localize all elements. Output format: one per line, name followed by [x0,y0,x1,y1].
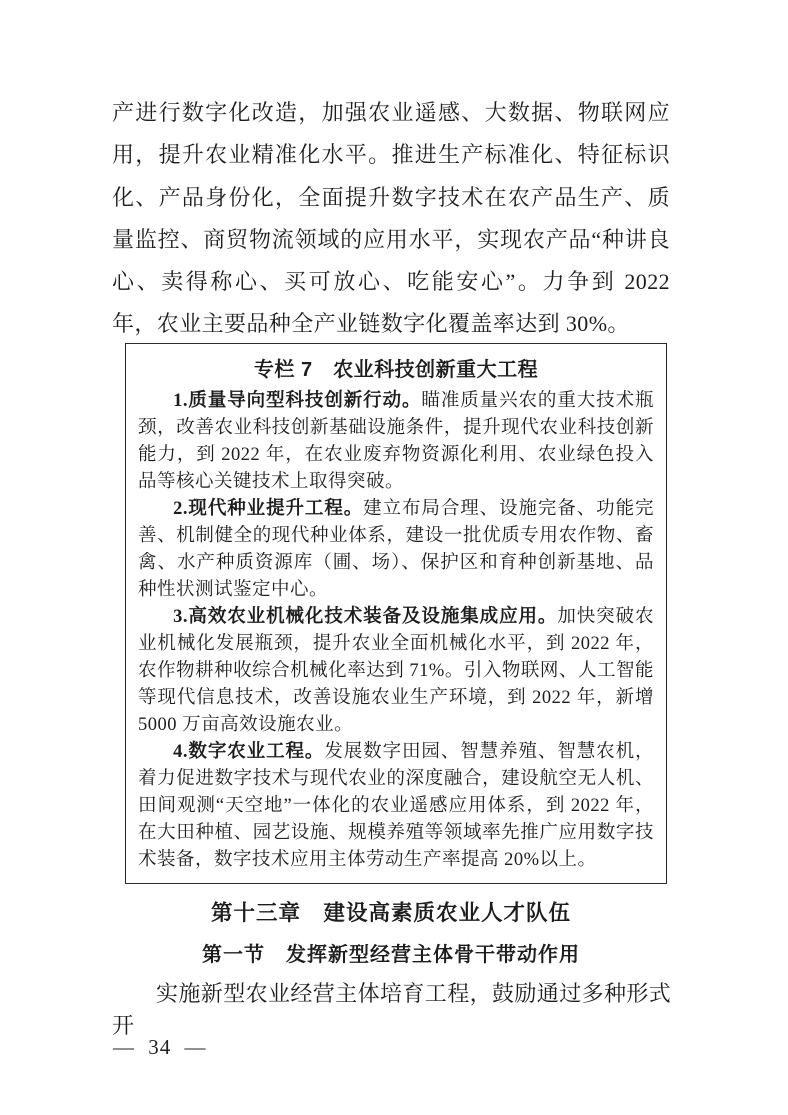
intro-paragraph: 产进行数字化改造，加强农业遥感、大数据、物联网应用，提升农业精准化水平。推进生产标准化、特征标识化、产品身份化，全面提升数字技术在农产品生产、质量监控、商贸物流领域的应用水平，实现农产品“种讲良心、卖得称心、买可放心、吃能安心”。力争到 2022 年，农业主要品种全产业链数字化覆盖率达到 30%。 [112,100,670,337]
callout-item-2-lead: 2.现代种业提升工程。 [173,499,364,519]
callout-item-3-lead: 3.高效农业机械化技术装备及设施集成应用。 [173,607,558,627]
callout-item-4 [138,739,654,874]
callout-box [125,343,667,884]
callout-item-3 [138,604,654,739]
callout-item-2 [138,496,654,604]
callout-item-1-body: 瞄准质量兴农的重大技术瓶颈，改善农业科技创新基础设施条件，提升现代农业科技创新能力，到 2022 年，在农业废弃物资源化利用、农业绿色投入品等核心关键技术上取得突破。 [138,391,654,492]
section-heading: 第一节 发挥新型经营主体骨干带动作用 [202,944,580,966]
callout-item-1 [138,388,654,496]
callout-item-1-lead: 1.质量导向型科技创新行动。 [173,391,422,411]
callout-item-2-body: 建立布局合理、设施完备、功能完善、机制健全的现代种业体系，建设一批优质专用农作物、畜禽、水产种质资源库（圃、场）、保护区和育种创新基地、品种性状测试鉴定中心。 [138,499,654,600]
page-number: — 34 — [113,1035,207,1059]
chapter-heading: 第十三章 建设高素质农业人才队伍 [210,901,571,925]
body-paragraph: 实施新型农业经营主体培育工程，鼓励通过多种形式开 [112,981,672,1038]
callout-item-4-lead: 4.数字农业工程。 [173,742,325,762]
callout-item-4-body: 发展数字田园、智慧养殖、智慧农机，着力促进数字技术与现代农业的深度融合，建设航空无人机、田间观测“天空地”一体化的农业遥感应用体系，到 2022 年，在大田种植、园艺设施、规模养殖等领域率先推广应用数字技术装备，数字技术应用主体劳动生产率提高 20%以上。 [138,742,654,870]
callout-box-title: 专栏 7 农业科技创新重大工程 [253,359,539,381]
callout-item-3-body: 加快突破农业机械化发展瓶颈，提升农业全面机械化水平，到 2022 年，农作物耕种收综合机械化率达到 71%。引入物联网、人工智能等现代信息技术，改善设施农业生产环境，到 2022 年，新增 5000 万亩高效设施农业。 [138,607,654,735]
